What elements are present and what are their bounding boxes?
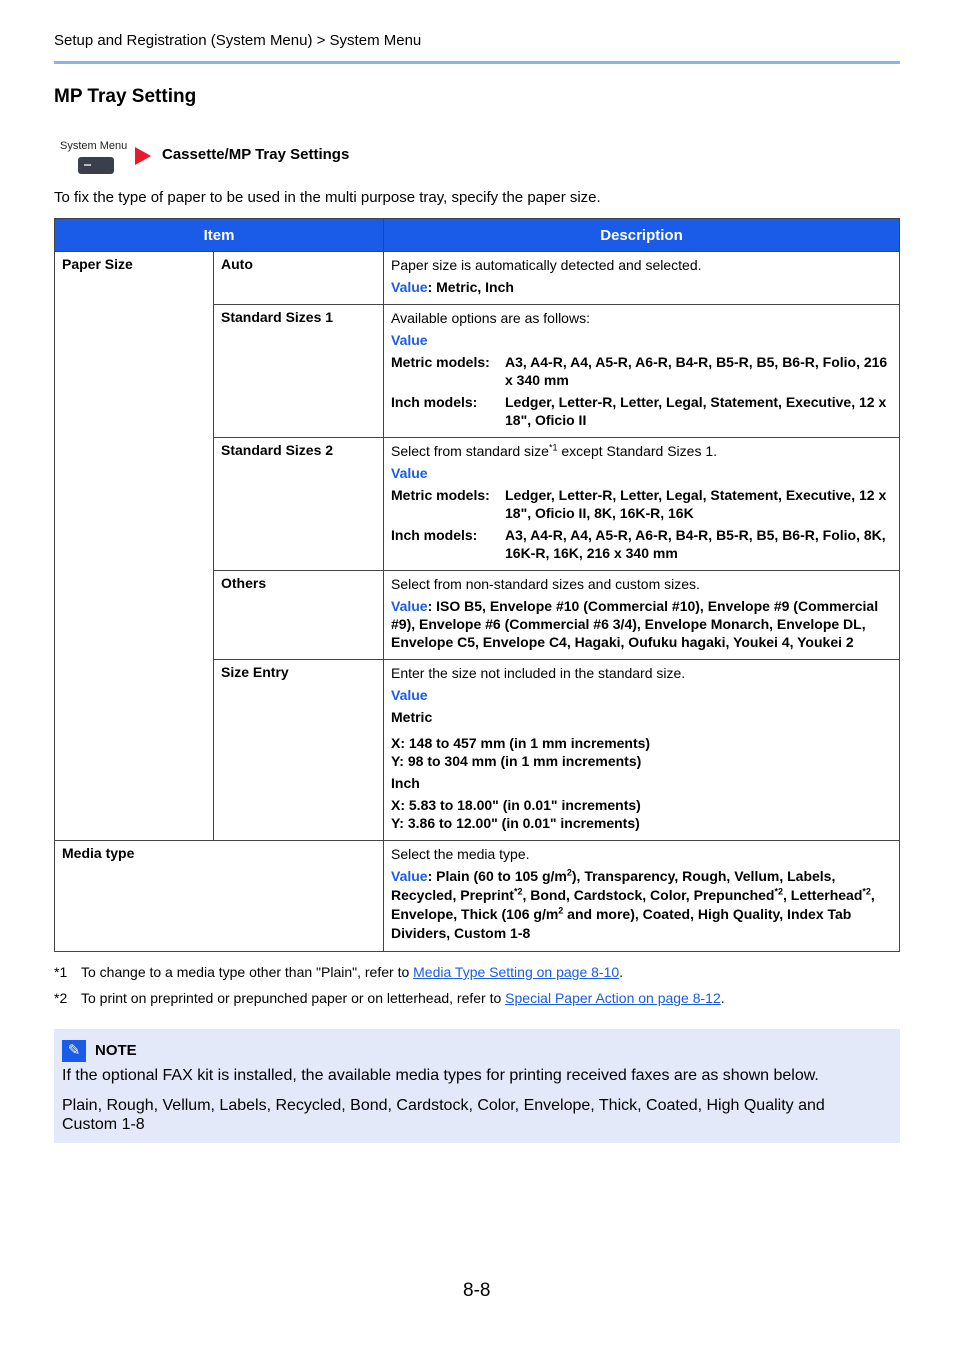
desc-text: Available options are as follows:: [391, 310, 590, 326]
value-text-4: , Letterhead: [783, 887, 863, 903]
system-menu-key: [60, 140, 128, 178]
menu-path: Cassette/MP Tray Settings: [162, 146, 350, 163]
metric-models-label: Metric models:: [391, 354, 490, 370]
note-heading: NOTE: [95, 1042, 137, 1059]
table-row: [55, 252, 900, 305]
inch-models-label: Inch models:: [391, 527, 478, 543]
value-text-2: ), Transparency, Rough, Vellum, Labels, Recycled, Preprint: [391, 868, 836, 903]
inch-models-value: A3, A4-R, A4, A5-R, A6-R, B4-R, B5-R, B5, B6-R, Folio, 8K, 16K-R, 16K, 216 x 340 mm: [505, 527, 886, 561]
footnote-link[interactable]: Media Type Setting on page 8-10: [413, 964, 620, 980]
item-standard-sizes-1: Standard Sizes 1: [214, 305, 384, 438]
desc-text: Enter the size not included in the standard size.: [391, 665, 686, 681]
item-auto: Auto: [214, 252, 384, 305]
footnote: [54, 990, 725, 1006]
footnote-ref: *2: [774, 886, 784, 897]
desc-text-a: Select from standard size: [391, 443, 549, 459]
metric-models-row: [391, 353, 892, 389]
footnote-ref: *1: [548, 442, 558, 453]
footnote-number: *1: [54, 964, 68, 980]
metric-models-row: [391, 486, 892, 522]
superscript: 2: [566, 867, 572, 878]
header-rule: [54, 61, 900, 64]
inch-models-row: [391, 393, 892, 429]
item-size-entry: Size Entry: [214, 660, 384, 841]
desc-text: Select the media type.: [391, 846, 530, 862]
item-media-type: Media type: [55, 841, 384, 952]
footnote-text: To change to a media type other than "Plain", refer to: [81, 964, 414, 980]
footnote-link[interactable]: Special Paper Action on page 8-12: [505, 990, 721, 1006]
metric-x-range: X: 148 to 457 mm (in 1 mm increments): [391, 735, 651, 751]
desc-text: Paper size is automatically detected and selected.: [391, 257, 702, 273]
inch-models-row: [391, 526, 892, 562]
value-text-6: and more), Coated, High Quality, Index Tab Dividers, Custom 1-8: [391, 906, 852, 941]
header-item: Item: [55, 219, 384, 252]
value-label: Value: [391, 332, 428, 348]
footnote-number: *2: [54, 990, 68, 1006]
footnote-end: .: [619, 964, 624, 980]
page-number: 8-8: [463, 1280, 491, 1301]
desc-text: Select from non-standard sizes and custom sizes.: [391, 576, 700, 592]
metric-models-label: Metric models:: [391, 487, 490, 503]
intro-text: To fix the type of paper to be used in the multi purpose tray, specify the paper size.: [54, 189, 601, 206]
value-text-3: , Bond, Cardstock, Color, Prepunched: [522, 887, 775, 903]
inch-heading: Inch: [391, 775, 420, 791]
item-others: Others: [214, 571, 384, 660]
paper-size-cell: Paper Size: [55, 252, 214, 841]
system-menu-key-icon: [78, 157, 114, 174]
superscript: 2: [558, 905, 564, 916]
system-menu-key-label: System Menu: [60, 140, 128, 152]
desc-media-type: [384, 841, 900, 952]
item-standard-sizes-2: Standard Sizes 2: [214, 438, 384, 571]
note-icon: ✎: [62, 1040, 86, 1062]
desc-standard-sizes-2: [384, 438, 900, 571]
desc-size-entry: [384, 660, 900, 841]
value-line: [391, 597, 892, 651]
value-text-1: : Plain (60 to 105 g/m: [427, 868, 567, 884]
breadcrumb: Setup and Registration (System Menu) > System Menu: [54, 32, 422, 49]
desc-others: [384, 571, 900, 660]
value-label: Value: [391, 598, 428, 614]
footnote: [54, 964, 623, 980]
value-line: [391, 867, 892, 943]
inch-models-value: Ledger, Letter-R, Letter, Legal, Statement, Executive, 12 x 18", Oficio II: [505, 394, 887, 428]
desc-standard-sizes-1: [384, 305, 900, 438]
value-label: Value: [391, 868, 428, 884]
metric-models-value: A3, A4-R, A4, A5-R, A6-R, B4-R, B5-R, B5, B6-R, Folio, 216 x 340 mm: [505, 354, 888, 388]
footnote-end: .: [720, 990, 725, 1006]
note-paragraph: Plain, Rough, Vellum, Labels, Recycled, Bond, Cardstock, Color, Envelope, Thick, Coated, High Quality and Custom 1-8: [62, 1097, 825, 1133]
desc-text: [391, 442, 892, 460]
page-title: MP Tray Setting: [54, 86, 197, 107]
value-line: [391, 278, 892, 296]
desc-auto: [384, 252, 900, 305]
value-label: Value: [391, 279, 428, 295]
note-paragraph: If the optional FAX kit is installed, the available media types for printing received faxes are as shown below.: [62, 1067, 819, 1084]
metric-y-range: Y: 98 to 304 mm (in 1 mm increments): [391, 753, 642, 769]
table-header-row: [55, 219, 900, 252]
inch-y-range: Y: 3.86 to 12.00" (in 0.01" increments): [391, 815, 640, 831]
value-label: Value: [391, 687, 428, 703]
table-row: [55, 841, 900, 952]
value-label: Value: [391, 465, 428, 481]
metric-models-value: Ledger, Letter-R, Letter, Legal, Statement, Executive, 12 x 18", Oficio II, 8K, 16K-R, 16K: [505, 487, 887, 521]
footnote-ref: *2: [513, 886, 523, 897]
inch-models-label: Inch models:: [391, 394, 478, 410]
triangle-right-icon: [135, 147, 151, 165]
value-text: : Metric, Inch: [427, 279, 514, 295]
settings-table: [54, 218, 900, 952]
header-description: Description: [384, 219, 900, 252]
footnote-text: To print on preprinted or prepunched paper or on letterhead, refer to: [81, 990, 506, 1006]
metric-heading: Metric: [391, 709, 433, 725]
footnote-ref: *2: [862, 886, 871, 897]
inch-x-range: X: 5.83 to 18.00" (in 0.01" increments): [391, 797, 641, 813]
desc-text-b: except Standard Sizes 1.: [557, 443, 718, 459]
note-box: [54, 1029, 900, 1143]
value-text-5: , Envelope, Thick (106 g/m: [391, 887, 875, 922]
value-text: : ISO B5, Envelope #10 (Commercial #10), Envelope #9 (Commercial #9), Envelope #6 (Commercial #6 3/4), Envelope Monarch, Envelope DL, Envelope C5, Envelope C4, Hagaki, Oufuku hagaki, Youkei 4, Youkei 2: [391, 598, 879, 650]
